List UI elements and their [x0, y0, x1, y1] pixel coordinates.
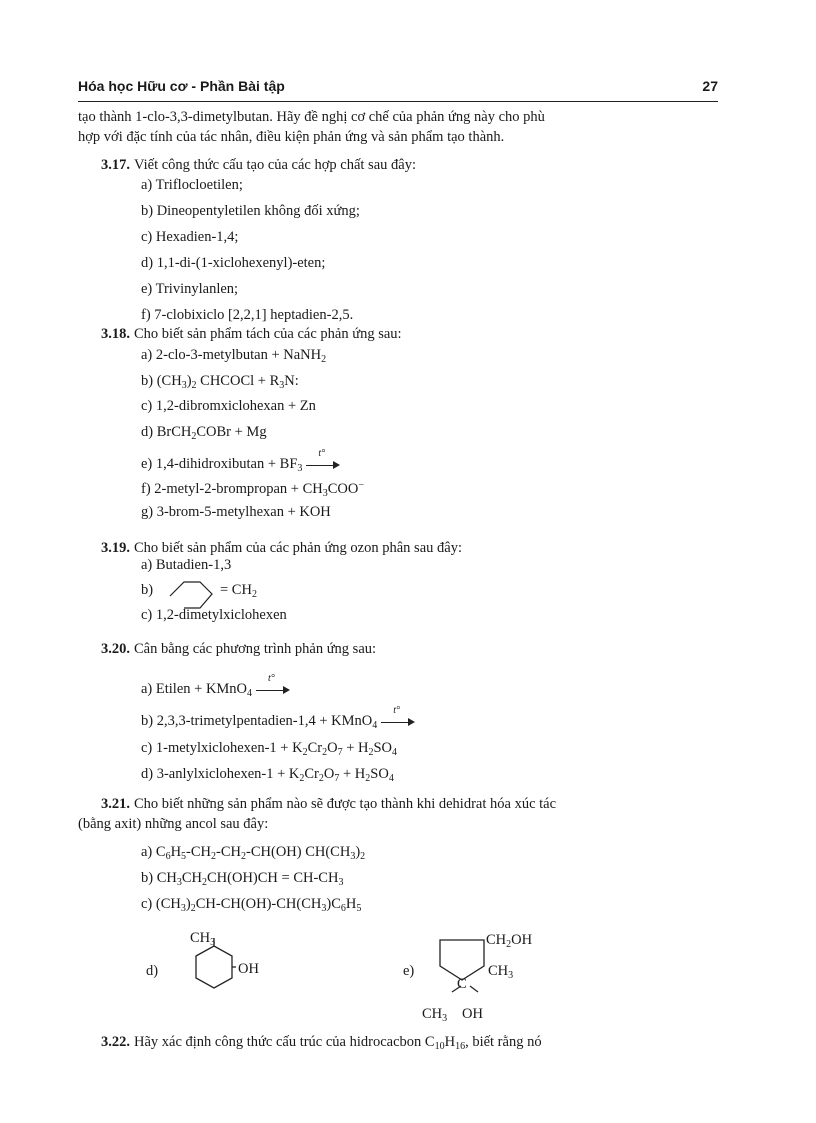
book-title: Hóa học Hữu cơ - Phần Bài tập [78, 78, 285, 94]
q317-number: 3.17. [101, 157, 130, 173]
q320-item-d: d) 3-anlylxiclohexen-1 + $K_2Cr_2O_7 + H_2SO_4$ [141, 766, 394, 784]
intro-line-2: hợp với đặc tính của tác nhân, điều kiện phản ứng và sản phẩm tạo thành. [78, 129, 505, 145]
q321-item-b: b) $CH_3CH_2CH(OH)CH = CH-CH_3$ [141, 870, 344, 888]
e-bottom-ch3-label: $CH_3$ [422, 1006, 448, 1024]
q321-stem-2: (bằng axit) những ancol sau đây: [78, 816, 269, 832]
q317-item-d: d) 1,1-di-(1-xiclohexenyl)-eten; [141, 255, 326, 271]
q318-item-c: c) 1,2-dibromxiclohexan + Zn [141, 398, 316, 414]
q317-item-c: c) Hexadien-1,4; [141, 229, 239, 245]
q319-stem: 3.19. Cho biết sản phẩm của các phản ứng ozon phân sau đây: [101, 540, 462, 556]
reaction-arrow: t° [381, 717, 415, 727]
q319-item-b-label: b) [141, 582, 154, 598]
d-ch3-label: $CH_3$ [190, 930, 216, 948]
page-header [78, 74, 718, 100]
q319-item-c: c) 1,2-dimetylxiclohexen [141, 607, 287, 623]
reaction-arrow: t° [306, 460, 340, 470]
q321-item-e-label: e) [403, 963, 415, 979]
reaction-arrow: t° [256, 685, 290, 695]
q321-item-c: c) $(CH_3)_2CH-CH(OH)-CH(CH_3)C_6H_5$ [141, 896, 362, 914]
header-rule [78, 101, 718, 102]
q318-item-b: b) $(CH_3)_2$ CHCOCl + $R_3N$: [141, 373, 299, 391]
intro-line-1: tạo thành 1-clo-3,3-dimetylbutan. Hãy đề nghị cơ chế của phản ứng này cho phù [78, 109, 545, 125]
q318-item-e: e) 1,4-dihidroxibutan + $BF_3$ t° [141, 455, 340, 473]
q321-item-d-label: d) [146, 963, 159, 979]
e-ch2oh-label: $CH_2OH$ [486, 932, 533, 950]
q320-item-a: a) Etilen + KMnO$_4$ t° [141, 680, 290, 698]
q319-b-group: = $CH_2$ [220, 582, 257, 600]
q317-item-a: a) Triflocloetilen; [141, 177, 243, 193]
q320-item-b: b) 2,3,3-trimetylpentadien-1,4 + KMnO$_4$ t° [141, 712, 415, 730]
q318-item-g: g) 3-brom-5-metylhexan + KOH [141, 504, 331, 520]
q317-item-b: b) Dineopentyletilen không đối xứng; [141, 203, 360, 219]
e-ch3-label: $CH_3$ [488, 963, 514, 981]
q317-item-f: f) 7-clobixiclo [2,2,1] heptadien-2,5. [141, 307, 354, 323]
methylcyclohexanol-structure [170, 930, 280, 1010]
q321-item-a: a) $C_6H_5-CH_2-CH_2-CH(OH)$ $CH(CH_3)_2$ [141, 844, 366, 862]
q318-item-d: d) BrCH$_2$COBr + Mg [141, 424, 267, 442]
d-oh-label: OH [238, 961, 259, 977]
q318-item-f: f) 2-metyl-2-brompropan + $CH_3COO^-$ [141, 480, 364, 499]
q321-stem: 3.21. Cho biết những sản phẩm nào sẽ được tạo thành khi dehidrat hóa xúc tác [101, 796, 557, 812]
e-c-label: C [457, 976, 467, 992]
q320-stem: 3.20. Cân bằng các phương trình phản ứng sau: [101, 641, 377, 657]
q322-stem: 3.22. Hãy xác định công thức cấu trúc của hidrocacbon $C_{10}H_{16}$, biết rằng nó [101, 1034, 542, 1052]
q319-item-a: a) Butadien-1,3 [141, 557, 232, 573]
q318-stem: 3.18. Cho biết sản phẩm tách của các phản ứng sau: [101, 326, 402, 342]
q317-stem: 3.17. Viết công thức cấu tạo của các hợp chất sau đây: [101, 157, 416, 173]
q318-item-a: a) 2-clo-3-metylbutan + NaNH$_2$ [141, 347, 327, 365]
q320-item-c: c) 1-metylxiclohexen-1 + $K_2Cr_2O_7 + H_2SO_4$ [141, 740, 398, 758]
page-number: 27 [702, 78, 718, 94]
q317-item-e: e) Trivinylanlen; [141, 281, 239, 297]
e-bottom-oh-label: OH [462, 1006, 483, 1022]
